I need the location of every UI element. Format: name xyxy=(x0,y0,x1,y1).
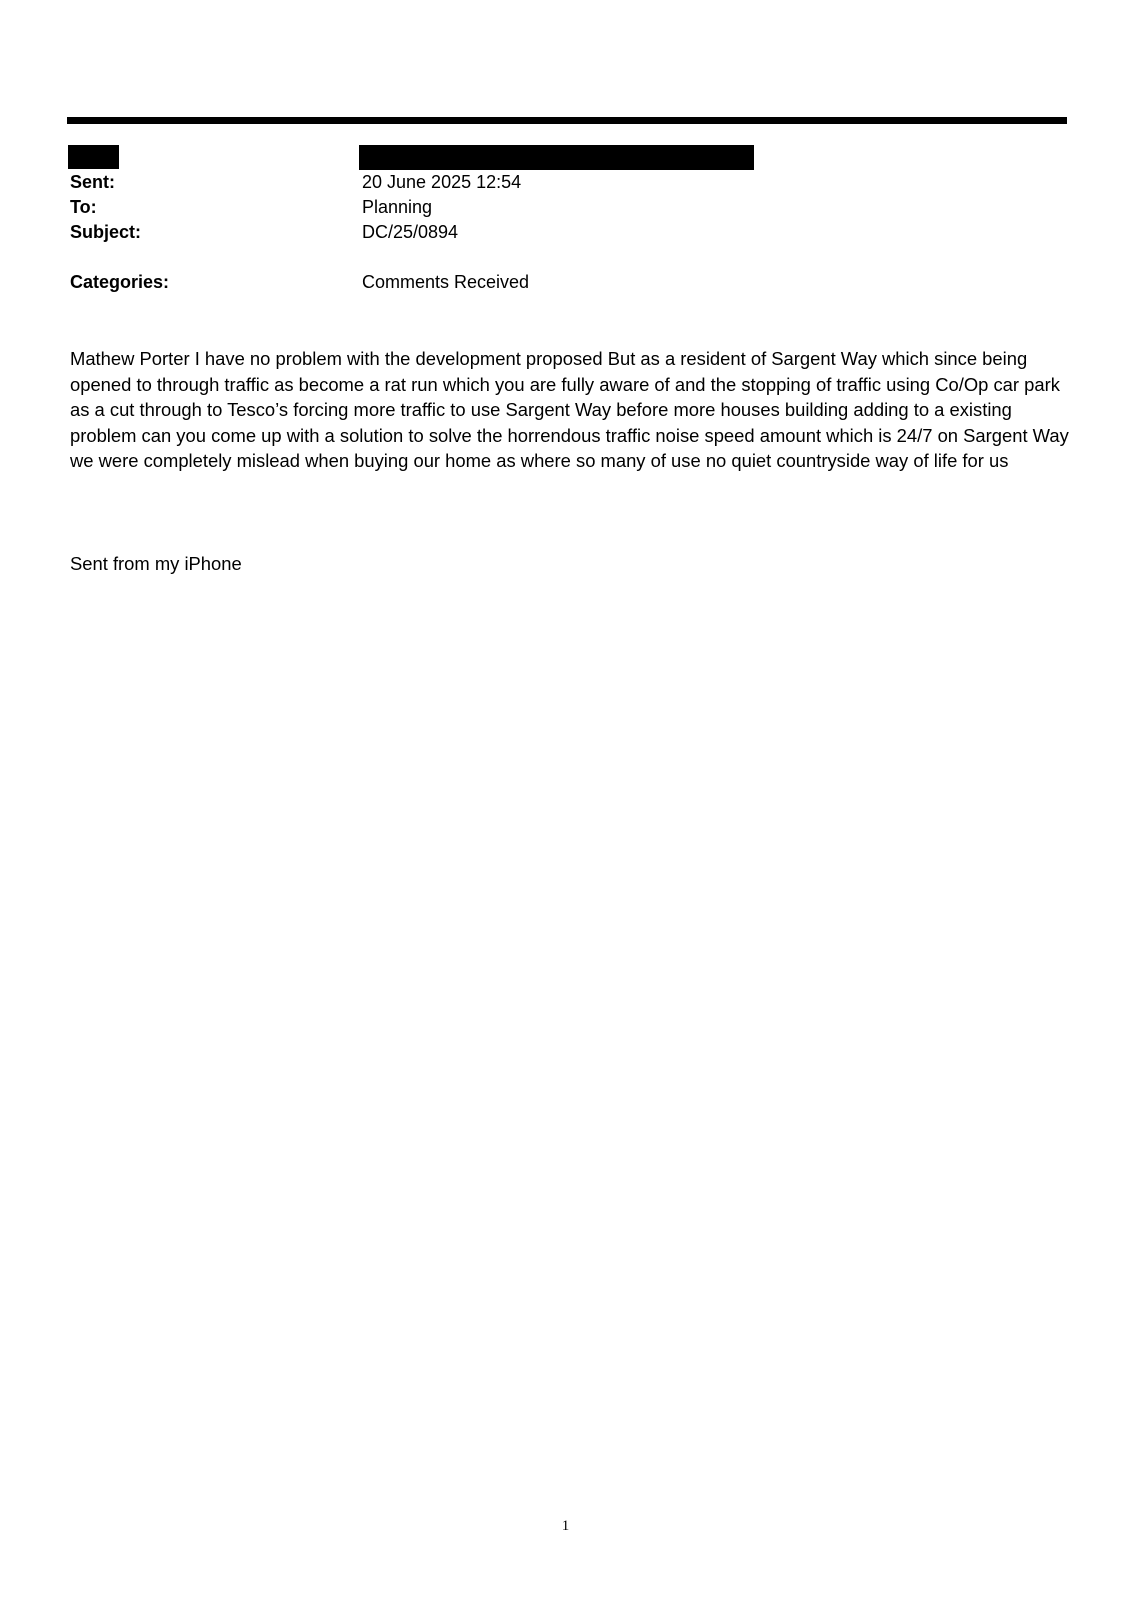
categories-value: Comments Received xyxy=(362,272,530,292)
email-signature: Sent from my iPhone xyxy=(70,553,242,574)
sent-row xyxy=(70,170,1070,194)
sent-label: Sent: xyxy=(70,172,115,192)
subject-label: Subject: xyxy=(70,222,142,242)
categories-row xyxy=(70,270,1070,294)
redacted-from-label xyxy=(68,145,119,169)
header-divider xyxy=(67,117,1067,124)
to-row xyxy=(70,195,1070,219)
page-number: 1 xyxy=(561,1518,570,1534)
to-value: Planning xyxy=(362,197,433,217)
subject-value: DC/25/0894 xyxy=(362,222,459,242)
redacted-from-address xyxy=(359,145,754,170)
sent-value: 20 June 2025 12:54 xyxy=(362,172,522,192)
subject-row xyxy=(70,220,1070,244)
email-body: Mathew Porter I have no problem with the development proposed But as a resident of Sargent Way which since being opened to through traffic as become a rat run which you are fully aware of and the stopping of traffic using Co/Op car park as a cut through to Tesco’s forcing more traffic to use Sargent Way before more houses building adding to a existing problem can you come up with a solution to solve the horrendous traffic noise speed amount which is 24/7 on Sargent Way we were completely mislead when buying our home as where so many of use no quiet countryside way of life for us xyxy=(70,348,1069,471)
categories-label: Categories: xyxy=(70,272,170,292)
to-label: To: xyxy=(70,197,97,217)
